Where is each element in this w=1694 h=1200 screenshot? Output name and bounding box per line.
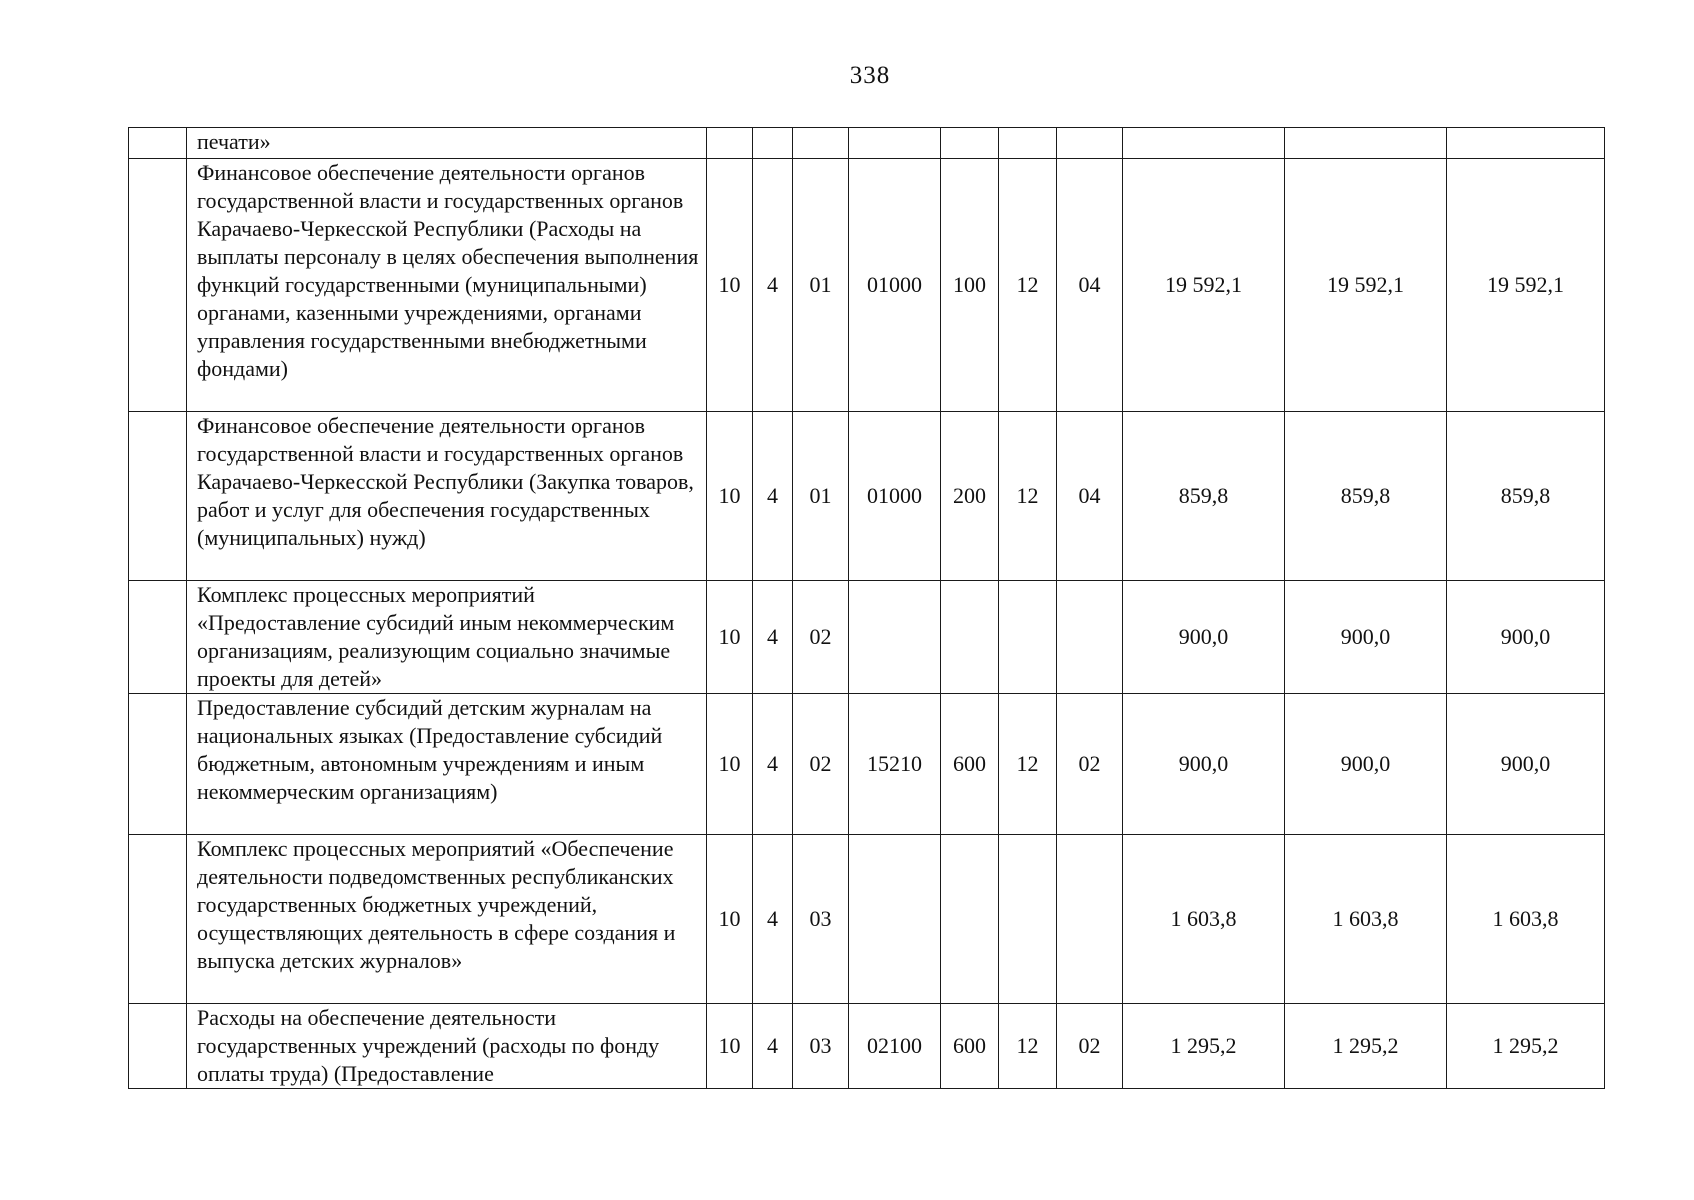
code-ministry-cell	[707, 128, 753, 159]
code-subsection-cell: 04	[1057, 412, 1123, 581]
code-expense-type-cell	[941, 128, 999, 159]
code-ministry-cell: 10	[707, 159, 753, 412]
code-section-cell	[753, 128, 793, 159]
code-expense-type-cell: 600	[941, 694, 999, 835]
code-expense-type-cell: 200	[941, 412, 999, 581]
amount-year2-cell: 1 295,2	[1285, 1004, 1447, 1089]
code-subprogram-cell: 03	[793, 835, 849, 1004]
amount-year2-cell: 900,0	[1285, 694, 1447, 835]
code-section-cell: 4	[753, 835, 793, 1004]
index-cell	[129, 694, 187, 835]
code-chapter-cell: 12	[999, 412, 1057, 581]
amount-year1-cell: 1 295,2	[1123, 1004, 1285, 1089]
code-expense-type-cell	[941, 581, 999, 694]
item-name-cell: Финансовое обеспечение деятельности органов государственной власти и государственных органов Карачаево-Черкесской Республики (Расходы на выплаты персоналу в целях обеспечения выполнения функций государственными (муниципальными) органами, казенными учреждениями, органами управления государственными внебюджетными фондами)	[187, 159, 707, 412]
code-chapter-cell	[999, 835, 1057, 1004]
amount-year3-cell: 900,0	[1447, 581, 1605, 694]
index-cell	[129, 581, 187, 694]
code-chapter-cell: 12	[999, 1004, 1057, 1089]
item-name-cell: печати»	[187, 128, 707, 159]
code-expense-type-cell: 600	[941, 1004, 999, 1089]
code-direction-cell: 01000	[849, 159, 941, 412]
amount-year3-cell: 19 592,1	[1447, 159, 1605, 412]
amount-year2-cell	[1285, 128, 1447, 159]
code-direction-cell: 15210	[849, 694, 941, 835]
budget-table	[128, 127, 1605, 1089]
amount-year3-cell: 1 603,8	[1447, 835, 1605, 1004]
table-row	[129, 159, 1605, 412]
code-subsection-cell: 04	[1057, 159, 1123, 412]
code-subprogram-cell: 01	[793, 159, 849, 412]
code-section-cell: 4	[753, 694, 793, 835]
index-cell	[129, 412, 187, 581]
table-row	[129, 128, 1605, 159]
code-subsection-cell	[1057, 835, 1123, 1004]
code-subsection-cell	[1057, 128, 1123, 159]
amount-year1-cell: 900,0	[1123, 694, 1285, 835]
index-cell	[129, 835, 187, 1004]
code-subsection-cell: 02	[1057, 694, 1123, 835]
amount-year2-cell: 900,0	[1285, 581, 1447, 694]
code-ministry-cell: 10	[707, 581, 753, 694]
item-name-cell: Предоставление субсидий детским журналам на национальных языках (Предоставление субсидий бюджетным, автономным учреждениям и иным некоммерческим организациям)	[187, 694, 707, 835]
table-row	[129, 412, 1605, 581]
code-subsection-cell	[1057, 581, 1123, 694]
amount-year1-cell: 19 592,1	[1123, 159, 1285, 412]
code-section-cell: 4	[753, 1004, 793, 1089]
code-subprogram-cell: 02	[793, 581, 849, 694]
item-name-cell: Финансовое обеспечение деятельности органов государственной власти и государственных органов Карачаево-Черкесской Республики (Закупка товаров, работ и услуг для обеспечения государственных (муниципальных) нужд)	[187, 412, 707, 581]
code-direction-cell	[849, 835, 941, 1004]
index-cell	[129, 159, 187, 412]
code-section-cell: 4	[753, 412, 793, 581]
code-ministry-cell: 10	[707, 412, 753, 581]
code-direction-cell	[849, 581, 941, 694]
amount-year2-cell: 19 592,1	[1285, 159, 1447, 412]
code-expense-type-cell	[941, 835, 999, 1004]
amount-year1-cell	[1123, 128, 1285, 159]
table-row	[129, 581, 1605, 694]
code-section-cell: 4	[753, 581, 793, 694]
amount-year2-cell: 859,8	[1285, 412, 1447, 581]
item-name-cell: Расходы на обеспечение деятельности государственных учреждений (расходы по фонду оплаты труда) (Предоставление	[187, 1004, 707, 1089]
code-chapter-cell	[999, 581, 1057, 694]
index-cell	[129, 128, 187, 159]
code-expense-type-cell: 100	[941, 159, 999, 412]
code-ministry-cell: 10	[707, 1004, 753, 1089]
code-chapter-cell: 12	[999, 694, 1057, 835]
code-subprogram-cell: 02	[793, 694, 849, 835]
item-name-cell: Комплекс процессных мероприятий «Обеспечение деятельности подведомственных республиканских государственных бюджетных учреждений, осуществляющих деятельность в сфере создания и выпуска детских журналов»	[187, 835, 707, 1004]
table-row	[129, 1004, 1605, 1089]
code-direction-cell: 02100	[849, 1004, 941, 1089]
item-name-cell: Комплекс процессных мероприятий «Предоставление субсидий иным некоммерческим организациям, реализующим социально значимые проекты для детей»	[187, 581, 707, 694]
code-chapter-cell: 12	[999, 159, 1057, 412]
code-subprogram-cell: 01	[793, 412, 849, 581]
code-direction-cell: 01000	[849, 412, 941, 581]
code-ministry-cell: 10	[707, 835, 753, 1004]
code-subsection-cell: 02	[1057, 1004, 1123, 1089]
amount-year1-cell: 859,8	[1123, 412, 1285, 581]
amount-year3-cell: 1 295,2	[1447, 1004, 1605, 1089]
amount-year3-cell: 859,8	[1447, 412, 1605, 581]
code-subprogram-cell	[793, 128, 849, 159]
table-row	[129, 835, 1605, 1004]
code-chapter-cell	[999, 128, 1057, 159]
amount-year1-cell: 1 603,8	[1123, 835, 1285, 1004]
amount-year2-cell: 1 603,8	[1285, 835, 1447, 1004]
amount-year1-cell: 900,0	[1123, 581, 1285, 694]
code-direction-cell	[849, 128, 941, 159]
code-ministry-cell: 10	[707, 694, 753, 835]
code-section-cell: 4	[753, 159, 793, 412]
page-number: 338	[849, 62, 891, 89]
code-subprogram-cell: 03	[793, 1004, 849, 1089]
table-row	[129, 694, 1605, 835]
index-cell	[129, 1004, 187, 1089]
amount-year3-cell	[1447, 128, 1605, 159]
amount-year3-cell: 900,0	[1447, 694, 1605, 835]
